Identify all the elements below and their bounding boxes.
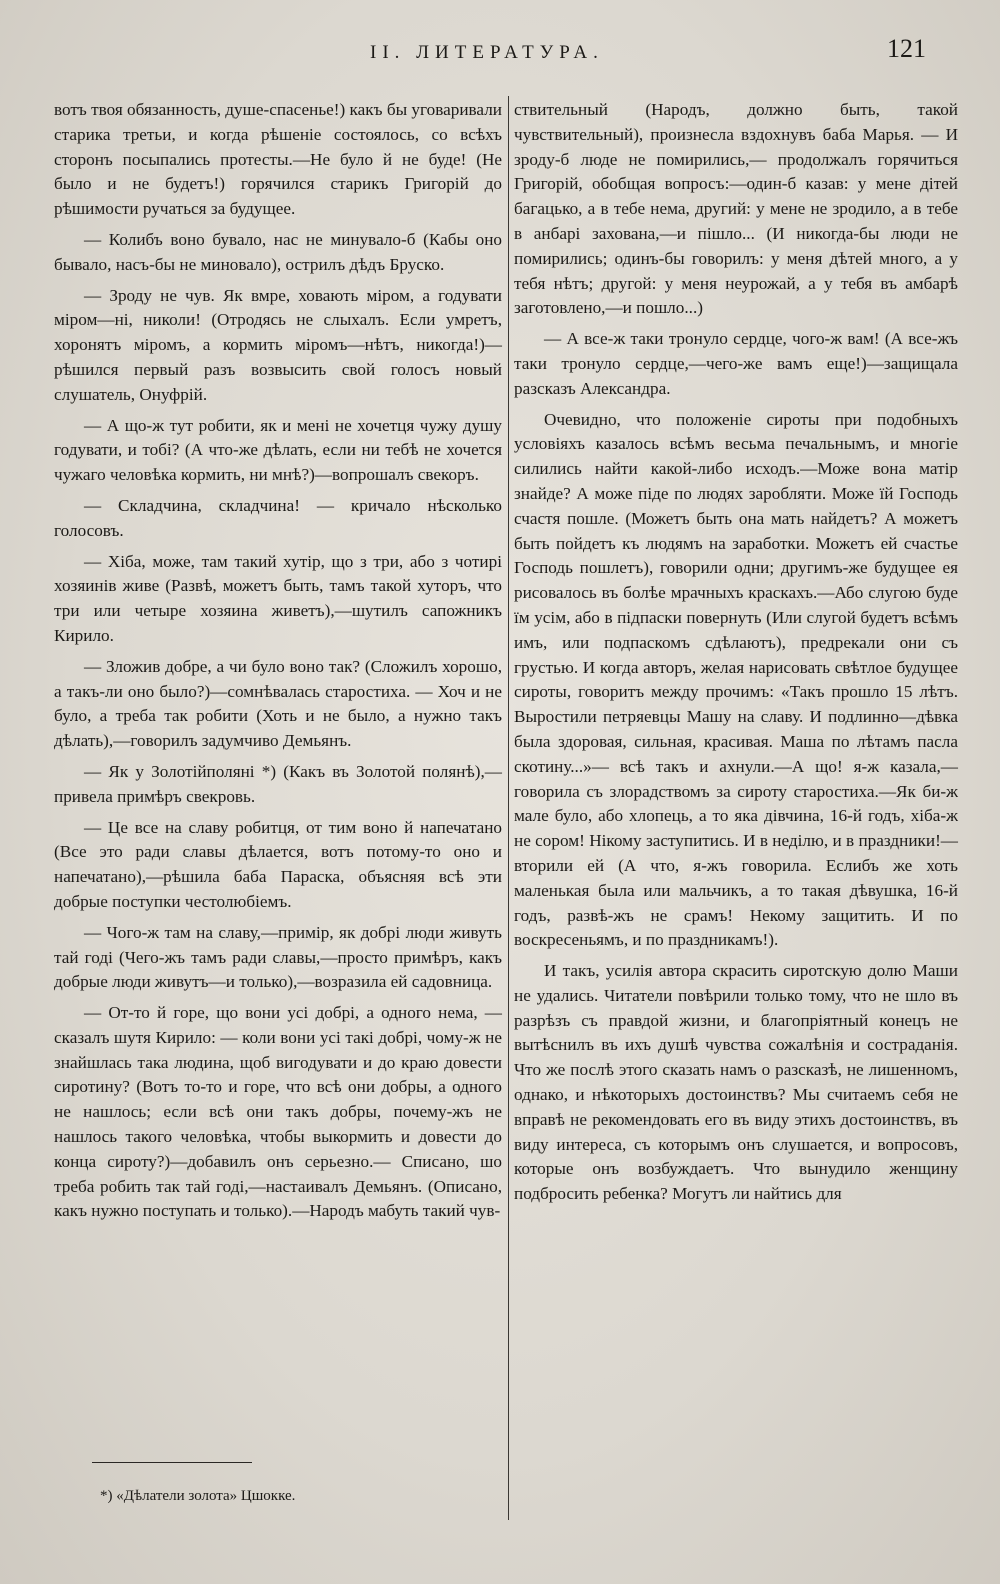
left-column — [54, 98, 502, 1224]
paragraph: — А все-ж таки тронуло сердце, чого-ж вам! (А все-жъ таки тронуло сердце,—чего-же вамъ еще!)—защищала разсказъ Александра. — [514, 329, 958, 398]
paragraph: — Як у Золотійполяні *) (Какъ въ Золотой полянѣ),—привела примѣръ свекровь. — [54, 761, 502, 806]
column-divider — [508, 96, 509, 1520]
paragraph: — От-то й горе, що вони усі добрі, а одного нема, — сказалъ шутя Кирило: — коли вони усі такі добрі, чому-ж не знайшлась така людина, щоб вигодувати и до краю довести сиротину? (Вотъ то-то и горе, что всѣ они добры, а одного не нашлось; если всѣ они такъ добры, почему-жъ не нашлось такого человѣка, чтобы выкормить и довести до конца сироту?)—добавилъ онъ серьезно.— Списано, шо треба робить так тай годі,—настаивалъ Демьянъ. (Описано, какъ нужно поступать и только).—Народъ мабуть такий чув- — [54, 1003, 502, 1221]
paragraph: И такъ, усилія автора скрасить сиротскую долю Маши не удались. Читатели повѣрили только тому, что не шло въ разрѣзъ съ правдой жизни, и благопріятный конецъ не вытѣснилъ въ ихъ душѣ чувства сожалѣнія и состраданія. Что же послѣ этого сказать намъ о разсказѣ, не лишенномъ, однако, и нѣкоторыхъ достоинствъ? Мы считаемъ себя не вправѣ не рекомендовать его въ виду этихъ достоинствъ, въ виду интереса, съ которымъ онъ слушается, и вопросовъ, которые онъ возбуждаетъ. Что вынудило женщину подбросить ребенка? Могутъ ли найтись для — [514, 961, 958, 1204]
paragraph: — Чого-ж там на славу,—примір, як добрі люди живуть тай годі (Чего-жъ тамъ ради славы,—просто примѣръ, какъ добрые люди живутъ—и только),—возразила ей садовница. — [54, 922, 502, 992]
paragraph: — Зроду не чув. Як вмре, ховають міром, а годувати міром—ні, николи! (Отродясь не слыхалъ. Если умретъ, хоронятъ міромъ, а кормить міромъ—нѣтъ, никогда!)—рѣшился первый разъ возвысить свой голосъ новый слушатель, Онуфрій. — [54, 285, 502, 404]
footnote: *) «Дѣлатели золота» Цшокке. — [100, 1488, 296, 1504]
running-title: II. ЛИТЕРАТУРА. — [370, 42, 604, 63]
paragraph: — Складчина, складчина! — кричало нѣсколько голосовъ. — [54, 495, 502, 540]
paragraph: — А що-ж тут робити, як и мені не хочетця чужу душу годувати, и тобі? (А что-же дѣлать, если ни тебѣ не хочется чужаго человѣка кормить, ни мнѣ?)—вопрошалъ свекоръ. — [54, 415, 502, 485]
page-header — [0, 34, 1000, 74]
page-number: 121 — [887, 34, 926, 63]
paragraph: — Хіба, може, там такий хутір, що з три, або з чотирі хозяинів живе (Развѣ, можетъ быть, тамъ такой хуторъ, что три или четыре хозяина живетъ),—шутилъ сапожникъ Кирило. — [54, 551, 502, 645]
paragraph: вотъ твоя обязанность, душе-спасенье!) какъ бы уговаривали старика третьи, и когда рѣшеніе состоялось, со всѣхъ сторонъ посыпались протесты.—Не було й не буде! (Не было и не будетъ!) горячился старикъ Григорій до рѣшимости ручаться за будущее. — [54, 100, 502, 219]
right-column — [514, 98, 958, 1207]
paragraph: — Це все на славу робитця, от тим воно й напечатано (Все это ради славы дѣлается, вотъ потому-то оно и напечатано),—рѣшила баба Параска, объясняя всѣ эти добрые поступки честолюбіемъ. — [54, 817, 502, 911]
paragraph: — Зложив добре, а чи було воно так? (Сложилъ хорошо, а такъ-ли оно было?)—сомнѣвалась старостиха. — Хоч и не було, а треба так робити (Хоть и не было, а нужно такъ дѣлать),—говорилъ задумчиво Демьянъ. — [54, 656, 502, 751]
paragraph: ствительный (Народъ, должно быть, такой чувствительный), произнесла вздохнувъ баба Марья. — И зроду-б люде не помирились,— продолжалъ горячиться Григорій, обобщая вопросъ:—один-б казав: у мене дітей багацько, а в тебе нема, другий: у мене не зродило, а в тебе в анбарі захована,—и пішло... (И никогда-бы люди не помирились; одинъ-бы говорилъ: у меня дѣтей много, а у тебя нѣтъ; другой: у меня неурожай, а у тебя въ амбарѣ заготовлено,—и пошло...) — [514, 100, 958, 318]
paragraph: — Колибъ воно бувало, нас не минувало-б (Кабы оно бывало, насъ-бы не миновало), острилъ дѣдъ Бруско. — [54, 229, 502, 274]
footnote-divider — [92, 1462, 252, 1463]
paragraph: Очевидно, что положеніе сироты при подобныхъ условіяхъ казалось всѣмъ весьма печальнымъ, и многіе силились найти какой-либо исходъ.—Може вона матір знайде? А може піде по людях заробляти. Може їй Господь счастя пошле. (Можетъ быть она мать найдетъ? А можетъ быть пойдетъ къ людямъ на заработки. Можетъ ей счастье Господь пошлетъ), говорили одни; другимъ-же будущее ея рисовалось въ болѣе мрачныхъ краскахъ.—Або слугою буде їм усім, або в підпаски повернуть (Или слугой будетъ всѣмъ имъ, или подпаскомъ сдѣлаютъ), предрекали они съ грустью. И когда авторъ, желая нарисовать свѣтлое будущее сироты, говоритъ между прочимъ: «Такъ прошло 15 лѣтъ. Выростили петряевцы Машу на славу. И подлинно—дѣвка была здоровая, сильная, красивая. Маша по лѣтамъ пасла скотину...»— всѣ такъ и ахнули.—А що! я-ж казала,— говорила съ злорадствомъ за сироту старостиха.—Як би-ж мале було, або хлопець, а то яка дівчина, 16-й годъ, хіба-ж не сором! Нікому заступитись. И в неділю, и в праздники!—вторили ей (А что, я-жъ говорила. Еслибъ же хоть маленькая была или мальчикъ, а то такая дѣвушка, 16-й годъ, развѣ-жъ не срамъ! Некому защитить. И по воскресеньямъ, и по праздникамъ!). — [514, 409, 958, 950]
